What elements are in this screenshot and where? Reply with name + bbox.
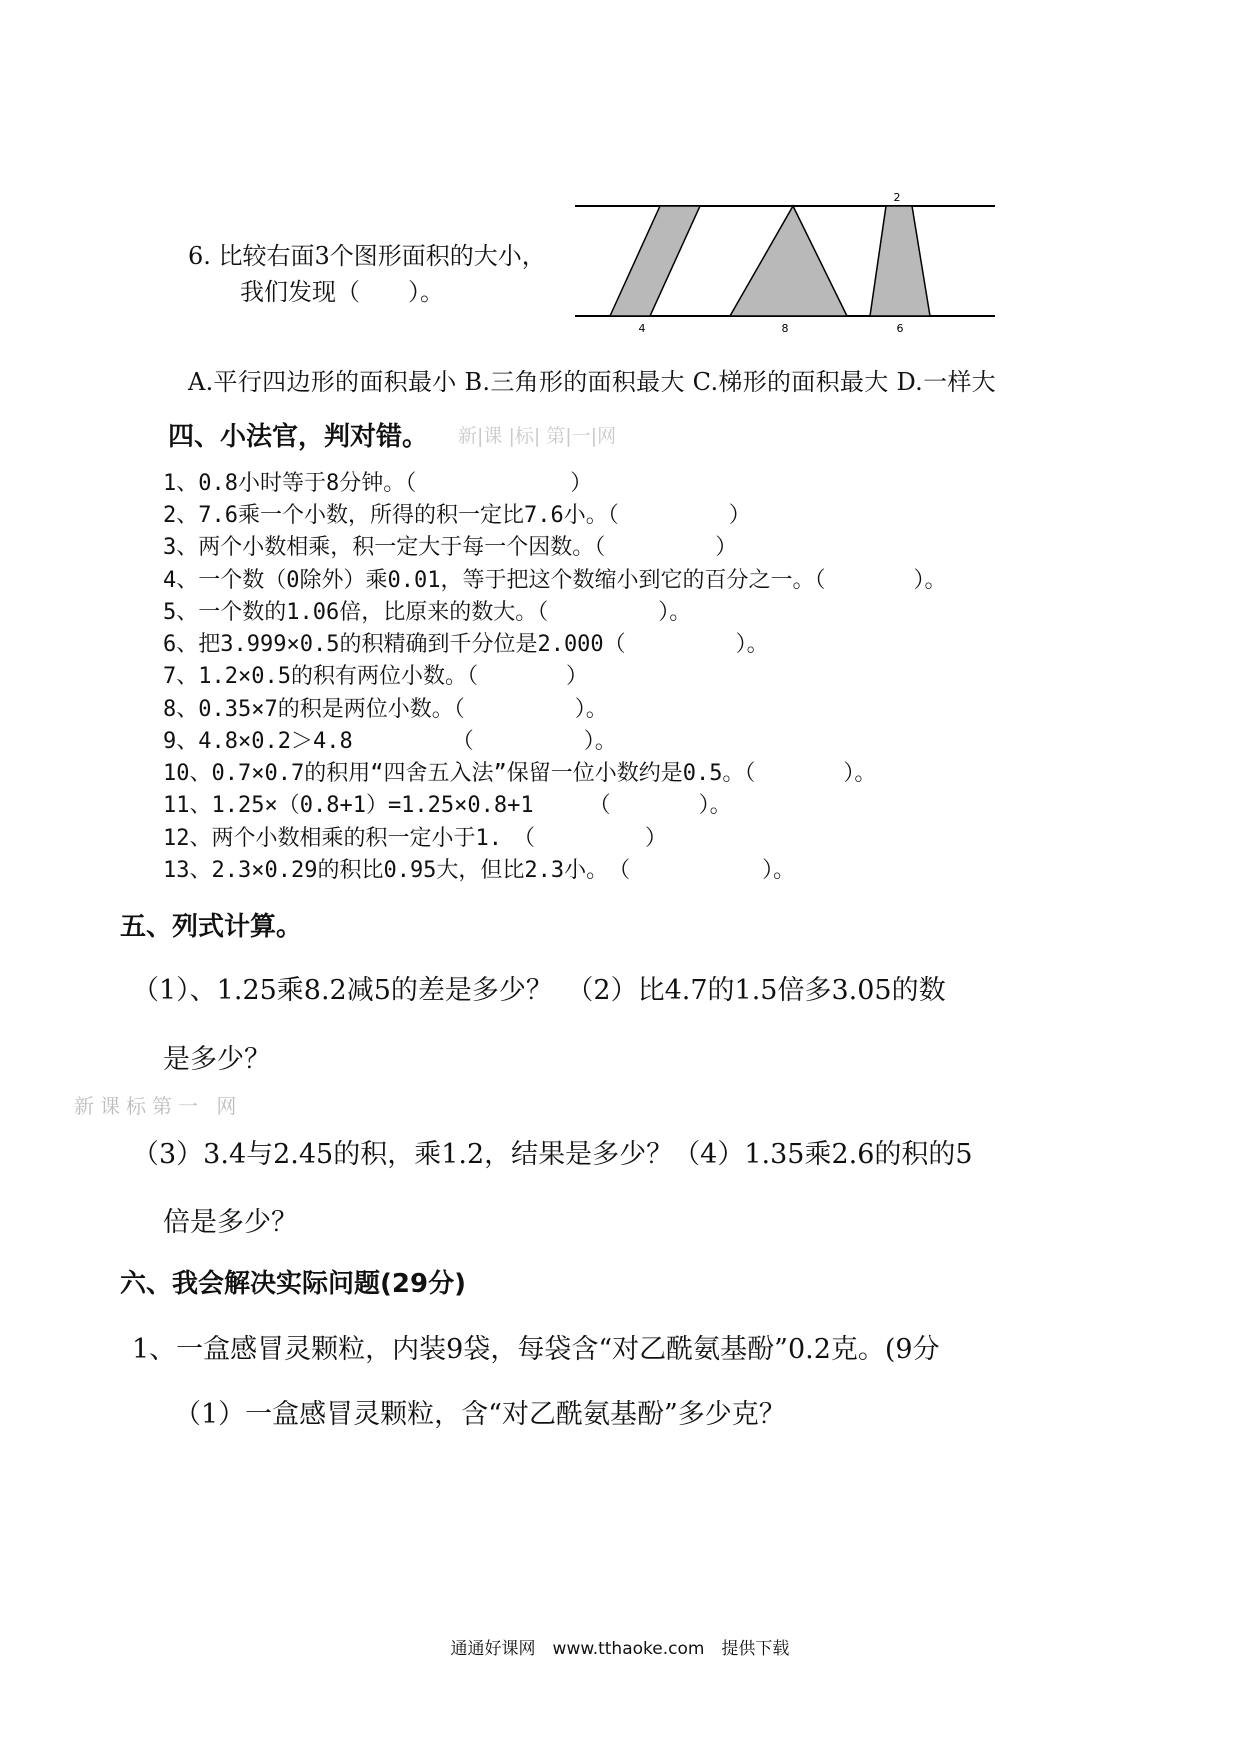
- section-6-title: 六、我会解决实际问题(29分): [120, 1269, 466, 1299]
- judge-item: 12、两个小数相乘的积一定小于1. （ ）: [163, 826, 667, 851]
- judge-item: 3、两个小数相乘，积一定大于每一个因数。（ ）: [163, 535, 738, 560]
- question-6-text: 6. 比较右面3个图形面积的大小，: [188, 242, 546, 270]
- triangle-shape: [730, 206, 847, 316]
- judge-item: 7、1.2×0.5的积有两位小数。（ ）: [163, 664, 588, 689]
- section-5-title: 五、列式计算。: [120, 912, 303, 942]
- trapezoid-shape: [870, 206, 930, 316]
- calc-question-2-cont: 是多少？: [163, 1044, 271, 1075]
- calc-question-4-cont: 倍是多少？: [163, 1207, 298, 1238]
- judge-item: 10、0.7×0.7的积用“四舍五入法”保留一位小数约是0.5。（ ）。: [163, 761, 877, 786]
- question-6-options: A.平行四边形的面积最小 B.三角形的面积最大 C.梯形的面积最大 D.一样大: [188, 368, 996, 396]
- judge-item: 4、一个数（0除外）乘0.01，等于把这个数缩小到它的百分之一。（ ）。: [163, 568, 947, 593]
- label-top: 2: [893, 191, 901, 204]
- problem-1: 1、一盒感冒灵颗粒，内装9袋，每袋含“对乙酰氨基酚”0.2克。(9分: [132, 1334, 940, 1365]
- judge-item: 5、一个数的1.06倍，比原来的数大。（ ）。: [163, 600, 692, 625]
- section-4-title: 四、小法官，判对错。: [168, 422, 429, 452]
- label-right: 6: [896, 322, 904, 335]
- label-left: 4: [638, 322, 646, 335]
- calc-question-1-2: （1）、1.25乘8.2减5的差是多少？ （2）比4.7的1.5倍多3.05的数: [132, 975, 946, 1006]
- parallelogram-shape: [610, 206, 700, 316]
- watermark: 新|课 |标| 第|一|网: [458, 425, 617, 447]
- judge-item: 8、0.35×7的积是两位小数。（ ）。: [163, 697, 608, 722]
- label-middle: 8: [781, 322, 789, 335]
- problem-1-sub-1: （1）一盒感冒灵颗粒，含“对乙酰氨基酚”多少克？: [174, 1399, 786, 1430]
- calc-question-3-4: （3）3.4与2.45的积，乘1.2，结果是多少？（4）1.35乘2.6的积的5: [132, 1139, 973, 1170]
- judge-item: 13、2.3×0.29的积比0.95大，但比2.3小。 （ ）。: [163, 858, 796, 883]
- judge-item: 1、0.8小时等于8分钟。（ ）: [163, 471, 593, 496]
- judge-item: 2、7.6乘一个小数，所得的积一定比7.6小。（ ）: [163, 503, 751, 528]
- judge-item: 11、1.25×（0.8+1）=1.25×0.8+1 （ ）。: [163, 793, 732, 818]
- judge-item: 9、4.8×0.2＞4.8 （ ）。: [163, 729, 617, 754]
- watermark: 新课标第一 网: [74, 1094, 243, 1118]
- footer: 通通好课网 www.tthaoke.com 提供下载: [450, 1639, 790, 1659]
- question-6-text-2: 我们发现（ ）。: [240, 278, 444, 306]
- shapes-figure: [575, 188, 995, 338]
- judge-item: 6、把3.999×0.5的积精确到千分位是2.000（ ）。: [163, 632, 769, 657]
